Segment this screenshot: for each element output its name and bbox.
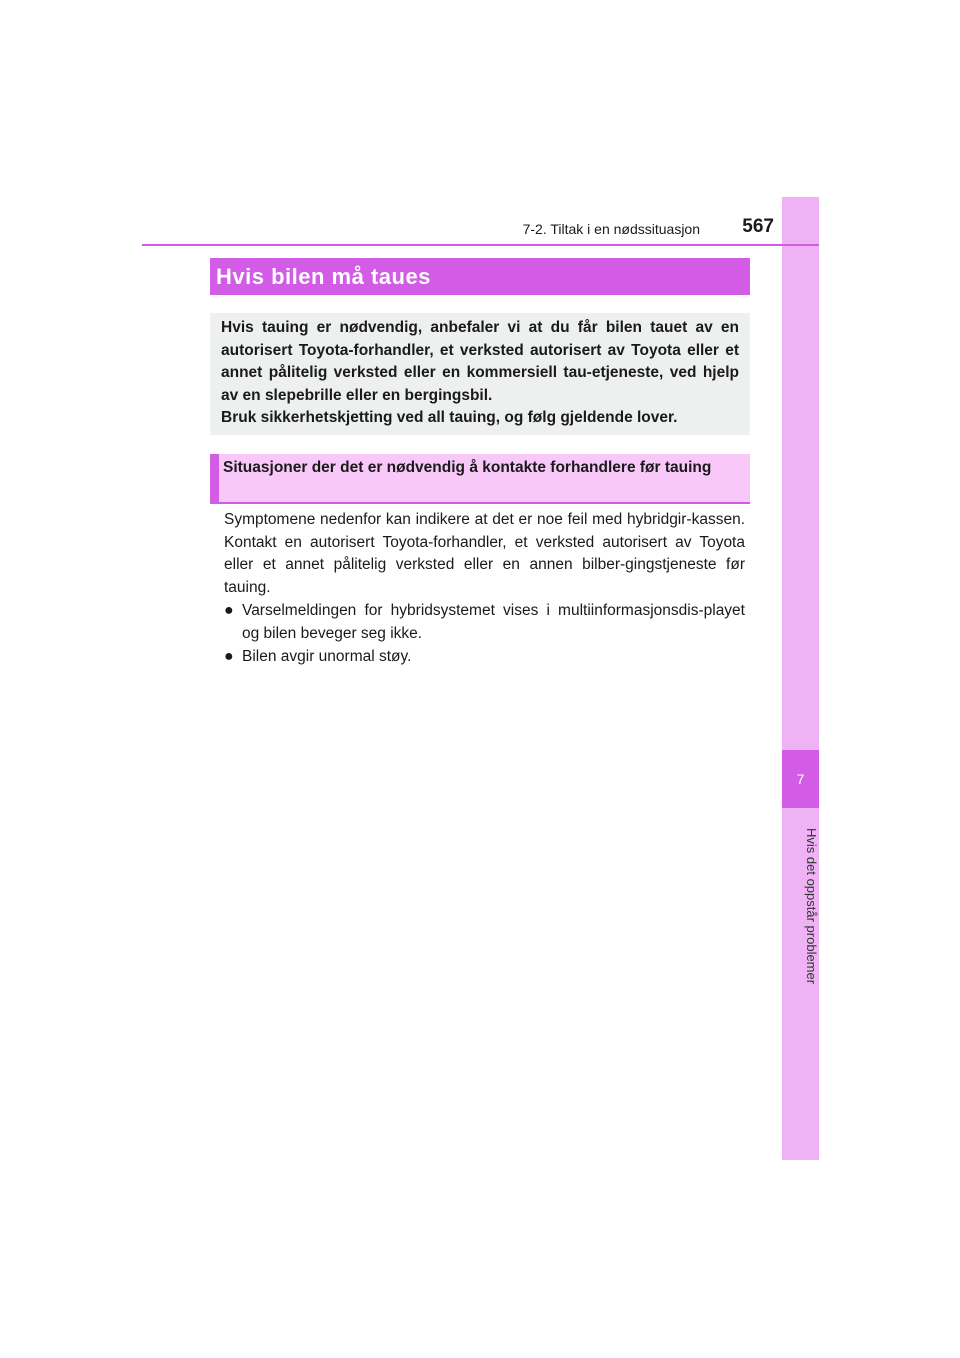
page-title: Hvis bilen må taues [210, 258, 750, 295]
chapter-side-tab [782, 197, 819, 1160]
bullet-icon: ● [224, 648, 234, 665]
chapter-number: 7 [782, 750, 819, 808]
bullet-icon: ● [224, 602, 234, 619]
intro-paragraph: Hvis tauing er nødvendig, anbefaler vi at du får bilen tauet av en autorisert Toyota-forhandler, et verksted autorisert av Toyota eller et annet pålitelig verksted eller en kommersiell tau-etjeneste, ved hjelp av en slepebrille eller en bergingsbil. [221, 319, 739, 404]
body-paragraph: Symptomene nedenfor kan indikere at det er noe feil med hybridgir-kassen. Kontakt en autorisert Toyota-forhandler, et verksted autorisert av Toyota eller et annet pålitelig verksted eller en annen bilber-gingstjeneste før tauing. [224, 511, 745, 596]
intro-box [210, 313, 750, 435]
chapter-title: Hvis det oppstår problemer [804, 828, 819, 985]
list-item-text: Varselmeldingen for hybridsystemet vises i multiinformasjonsdis-playet og bilen beveger seg ikke. [242, 602, 745, 642]
list-item-text: Bilen avgir unormal støy. [242, 648, 412, 665]
list-item [224, 600, 745, 645]
section-reference: 7-2. Tiltak i en nødssituasjon [522, 221, 700, 237]
body-content [224, 509, 745, 669]
subheading: Situasjoner der det er nødvendig å kontakte forhandlere før tauing [210, 454, 750, 504]
header-divider [142, 244, 819, 246]
intro-paragraph: Bruk sikkerhetskjetting ved all tauing, og følg gjeldende lover. [221, 409, 678, 426]
list-item [224, 646, 745, 669]
page-number: 567 [742, 216, 774, 237]
